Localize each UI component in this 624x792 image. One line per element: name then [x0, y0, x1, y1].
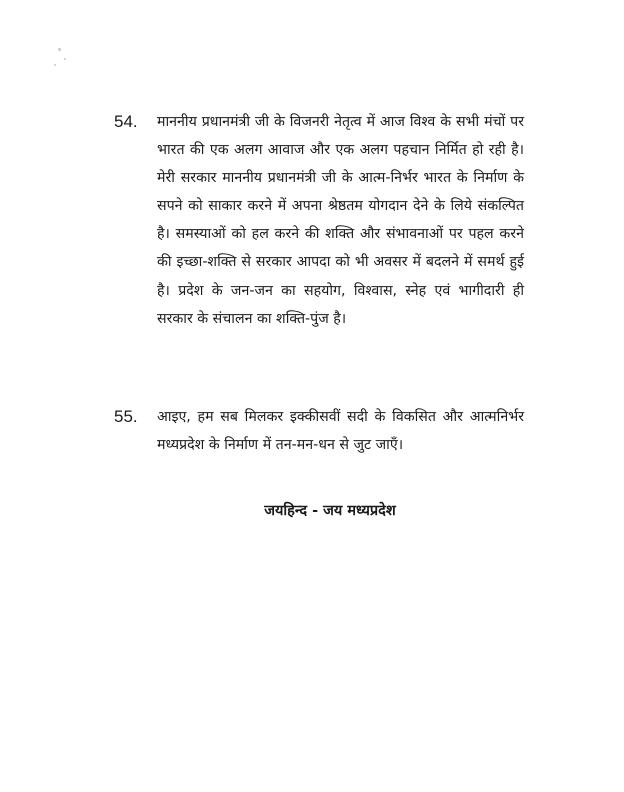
paragraph-number: 54.: [114, 112, 138, 131]
paragraph-54: [114, 108, 524, 398]
paragraph-55: [114, 403, 524, 493]
scan-speck: [58, 48, 61, 51]
scan-speck: [54, 64, 56, 66]
paragraph-text: आइए, हम सब मिलकर इक्कीसवीं सदी के विकसित और आत्मनिर्भर मध्यप्रदेश के निर्माण में तन-मन-धन से जुट जाएँ।: [157, 409, 524, 454]
scan-speck: [64, 58, 66, 60]
closing-slogan: जयहिन्द - जय मध्यप्रदेश: [264, 503, 396, 519]
paragraph-number: 55.: [114, 407, 138, 426]
paragraph-text: माननीय प्रधानमंत्री जी के विजनरी नेतृत्व में आज विश्व के सभी मंचों पर भारत की एक अलग आवाज और एक अलग पहचान निर्मित हो रही है। मेरी सरकार माननीय प्रधानमंत्री जी के आत्म-निर्भर भारत के निर्माण के सपने को साकार करने में अपना श्रेष्ठतम योगदान देने के लिये संकल्पित है। समस्याओं को हल करने की शक्ति और संभावनाओं पर पहल करने की इच्छा-शक्ति से सरकार आपदा को भी अवसर में बदलने में समर्थ हुई है। प्रदेश के जन-जन का सहयोग, विश्वास, स्नेह एवं भागीदारी ही सरकार के संचालन का शक्ति-पुंज है।: [157, 114, 524, 327]
